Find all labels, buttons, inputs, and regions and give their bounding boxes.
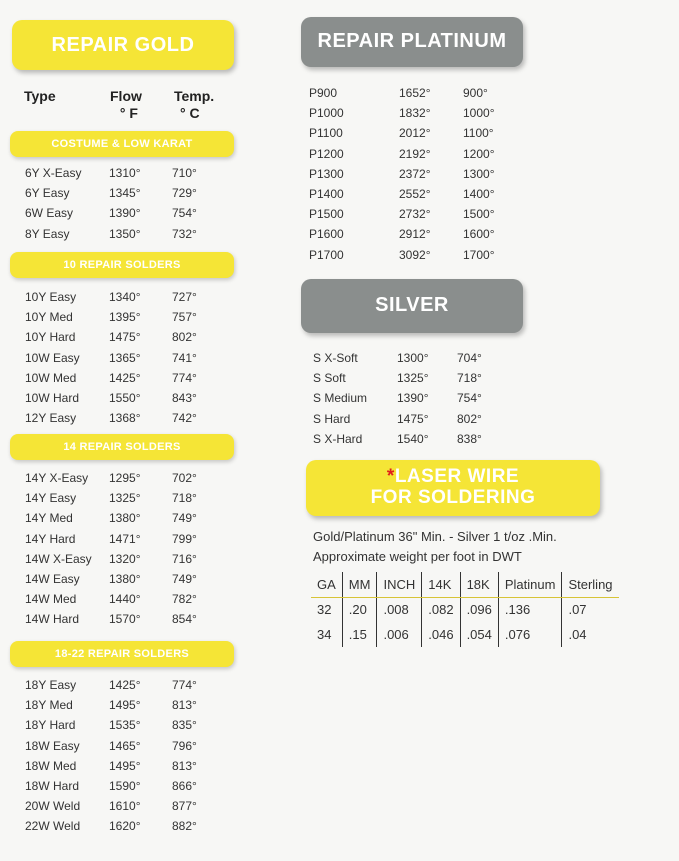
table-header-row [311, 572, 619, 597]
col-sterling: Sterling [562, 572, 619, 597]
table-row: S Hard 1475° 802° [313, 411, 482, 426]
table-row: P900 1652° 900° [309, 86, 488, 100]
table-row: 6Y X-Easy 1310° 710° [25, 166, 197, 180]
group-banner-costume-low-karat: COSTUME & LOW KARAT [10, 131, 234, 157]
header-temp: Temp. ° C [174, 88, 215, 121]
header-flow: Flow ° F [110, 88, 142, 121]
table-row: 18Y Easy 1425° 774° [25, 678, 197, 692]
table-row: 14W X-Easy 1320° 716° [25, 551, 197, 566]
group-rows-10-repair-solders [25, 287, 275, 428]
cell: 34 [317, 627, 332, 642]
table-row [311, 622, 619, 647]
silver-title: SILVER [375, 294, 449, 316]
repair-gold-column [0, 0, 290, 861]
laser-wire-note-min: Gold/Platinum 36" Min. - Silver 1 t/oz .Min. [313, 529, 557, 544]
table-row: P1100 2012° 1100° [309, 126, 494, 141]
silver-rows [313, 348, 553, 449]
table-row: P1500 2732° 1500° [309, 207, 495, 222]
table-row: 10W Easy 1365° 741° [25, 350, 197, 365]
table-row [311, 597, 619, 622]
table-row: P1300 2372° 1300° [309, 166, 495, 181]
repair-platinum-title: REPAIR PLATINUM [317, 30, 507, 52]
table-row: 14Y Med 1380° 749° [25, 511, 197, 526]
laser-wire-note-weight: Approximate weight per foot in DWT [313, 549, 522, 564]
table-row: P1400 2552° 1400° [309, 186, 495, 201]
table-row: P1600 2912° 1600° [309, 227, 495, 242]
table-row: S X-Hard 1540° 838° [313, 431, 482, 446]
table-row: 6Y Easy 1345° 729° [25, 186, 197, 201]
table-row: 18W Hard 1590° 866° [25, 778, 197, 793]
table-row: 12Y Easy 1368° 742° [25, 411, 197, 426]
group-rows-18-22-repair-solders [25, 675, 275, 837]
group-rows-14-repair-solders [25, 468, 275, 630]
cell: .096 [460, 597, 498, 622]
repair-platinum-rows [309, 83, 549, 265]
table-row: 10W Med 1425° 774° [25, 370, 197, 385]
table-row: P1200 2192° 1200° [309, 146, 495, 161]
table-row: 22W Weld 1620° 882° [25, 819, 197, 834]
table-row: 18W Easy 1465° 796° [25, 738, 197, 753]
col-18k: 18K [460, 572, 498, 597]
table-row: P1700 3092° 1700° [309, 247, 495, 262]
cell: .008 [377, 597, 422, 622]
table-row: S Soft 1325° 718° [313, 371, 482, 386]
asterisk-mark: * [386, 466, 395, 487]
table-row: 10W Hard 1550° 843° [25, 390, 197, 405]
cell: 32 [317, 602, 332, 618]
header-type: Type [24, 88, 56, 104]
group-rows-costume-low-karat [25, 163, 275, 244]
table-row: 14Y X-Easy 1295° 702° [25, 471, 197, 485]
cell: .006 [377, 622, 422, 647]
laser-wire-title-line2: FOR SOLDERING [370, 487, 536, 508]
right-column [295, 0, 679, 861]
table-row: 14W Easy 1380° 749° [25, 571, 197, 586]
cell: .20 [342, 597, 377, 622]
cell: .054 [460, 622, 498, 647]
repair-platinum-banner [301, 17, 523, 67]
table-row: 14Y Hard 1471° 799° [25, 531, 197, 546]
table-row: 10Y Hard 1475° 802° [25, 330, 197, 345]
repair-gold-title: REPAIR GOLD [51, 34, 195, 56]
table-row: 14W Med 1440° 782° [25, 592, 197, 607]
cell: .04 [562, 622, 619, 647]
silver-banner [301, 279, 523, 333]
laser-wire-table [311, 572, 619, 647]
table-row: 18W Med 1495° 813° [25, 758, 197, 773]
table-row: P1000 1832° 1000° [309, 106, 495, 121]
laser-wire-banner [306, 460, 600, 516]
table-row: 18Y Med 1495° 813° [25, 698, 197, 713]
cell: .15 [342, 622, 377, 647]
col-platinum: Platinum [498, 572, 562, 597]
col-inch: INCH [377, 572, 422, 597]
table-row: 14W Hard 1570° 854° [25, 612, 197, 627]
group-banner-18-22-repair-solders: 18-22 REPAIR SOLDERS [10, 641, 234, 667]
table-row: 6W Easy 1390° 754° [25, 206, 197, 221]
cell: .07 [562, 597, 619, 622]
laser-wire-title-line1: *LASER WIRE [386, 466, 520, 487]
cell: .076 [498, 622, 562, 647]
col-mm: MM [342, 572, 377, 597]
table-row: 20W Weld 1610° 877° [25, 799, 197, 814]
col-ga: GA [311, 572, 342, 597]
cell: .046 [422, 622, 460, 647]
table-row: 10Y Med 1395° 757° [25, 310, 197, 325]
table-row: 18Y Hard 1535° 835° [25, 718, 197, 733]
table-row: S X-Soft 1300° 704° [313, 351, 482, 365]
group-banner-14-repair-solders: 14 REPAIR SOLDERS [10, 434, 234, 460]
table-row: S Medium 1390° 754° [313, 391, 482, 406]
cell: .136 [498, 597, 562, 622]
col-14k: 14K [422, 572, 460, 597]
table-row: 8Y Easy 1350° 732° [25, 226, 197, 241]
table-row: 14Y Easy 1325° 718° [25, 491, 197, 506]
group-banner-10-repair-solders: 10 REPAIR SOLDERS [10, 252, 234, 278]
table-row: 10Y Easy 1340° 727° [25, 290, 197, 304]
repair-gold-banner [12, 20, 234, 70]
cell: .082 [422, 597, 460, 622]
